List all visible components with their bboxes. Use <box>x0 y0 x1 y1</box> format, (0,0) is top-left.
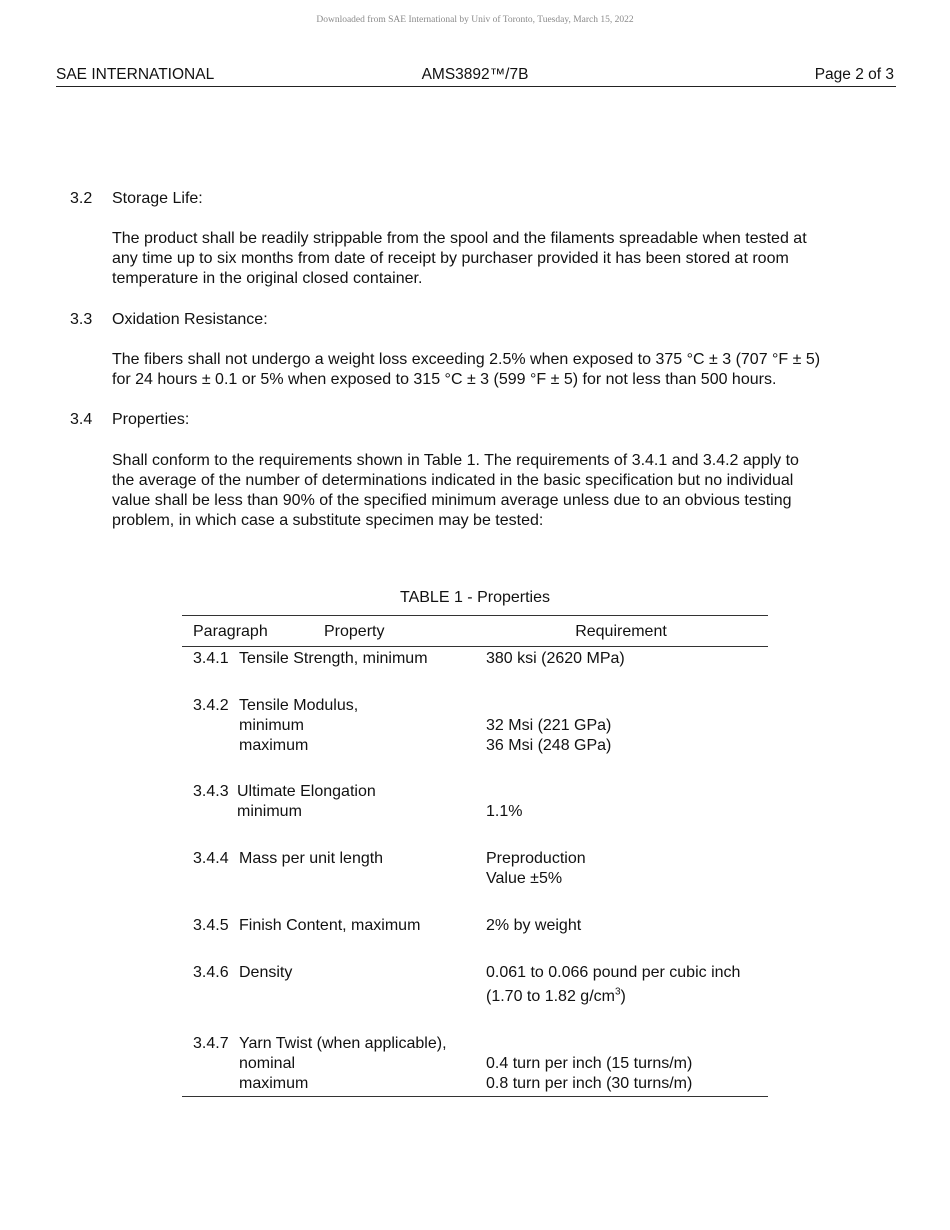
requirement-line: 1.1% <box>486 803 523 820</box>
header-page-number: Page 2 of 3 <box>814 66 894 83</box>
requirement-line: 380 ksi (2620 MPa) <box>486 650 625 667</box>
row-requirement <box>486 963 740 1007</box>
density-metric-close: ) <box>620 988 626 1005</box>
section-3-4-body <box>112 451 872 531</box>
row-paragraph: 3.4.5 <box>193 917 229 934</box>
requirement-line: 36 Msi (248 GPa) <box>486 737 612 754</box>
row-requirement <box>486 696 611 756</box>
property-label: Ultimate Elongation <box>237 783 376 800</box>
requirement-line: 2% by weight <box>486 917 582 934</box>
body-line: The product shall be readily strippable from the spool and the filaments spreadable when tested at <box>112 230 807 247</box>
row-property: Mass per unit length <box>239 850 384 867</box>
table-row <box>182 1034 768 1096</box>
row-requirement <box>486 1034 692 1094</box>
section-3-3-body <box>112 350 872 390</box>
row-paragraph: 3.4.7 <box>193 1035 229 1052</box>
row-property: Density <box>239 964 293 981</box>
row-property: Finish Content, maximum <box>239 917 421 934</box>
requirement-line <box>486 1034 692 1054</box>
section-title: Oxidation Resistance: <box>112 311 268 328</box>
body-line: The fibers shall not undergo a weight loss exceeding 2.5% when exposed to 375 °C ± 3 (707 °F ± 5) <box>112 351 821 368</box>
header-doc-id: AMS3892™/7B <box>421 66 529 83</box>
section-number: 3.2 <box>70 190 93 207</box>
header-paragraph: Paragraph <box>193 623 268 640</box>
table-row <box>182 963 768 1034</box>
superscript-exponent: 3 <box>614 986 621 998</box>
row-property <box>237 782 376 822</box>
page-header <box>56 66 896 87</box>
property-label: Tensile Modulus, <box>239 697 359 714</box>
requirement-line <box>486 987 740 1007</box>
row-requirement <box>486 782 522 822</box>
row-paragraph: 3.4.4 <box>193 850 229 867</box>
table-row <box>182 649 768 696</box>
row-property <box>239 696 358 756</box>
density-metric: (1.70 to 1.82 g/cm <box>486 988 615 1005</box>
row-property: Tensile Strength, minimum <box>239 650 428 667</box>
row-requirement <box>486 916 581 936</box>
requirement-line: Value ±5% <box>486 870 563 887</box>
header-requirement: Requirement <box>575 623 667 640</box>
property-sub: minimum <box>237 803 302 820</box>
requirement-line <box>486 782 522 802</box>
section-title: Storage Life: <box>112 190 203 207</box>
requirement-line: 0.4 turn per inch (15 turns/m) <box>486 1055 693 1072</box>
table-row <box>182 696 768 782</box>
section-number: 3.4 <box>70 411 93 428</box>
section-number: 3.3 <box>70 311 93 328</box>
table-row <box>182 782 768 849</box>
download-watermark: Downloaded from SAE International by Univ of Toronto, Tuesday, March 15, 2022 <box>316 15 634 25</box>
body-line: value shall be less than 90% of the specified minimum average unless due to an obvious testing <box>112 492 792 509</box>
body-line: the average of the number of determinations indicated in the basic specification but no individual <box>112 472 794 489</box>
header-property: Property <box>324 623 385 640</box>
body-line: for 24 hours ± 0.1 or 5% when exposed to 315 °C ± 3 (599 °F ± 5) for not less than 500 hours. <box>112 371 777 388</box>
table-row <box>182 916 768 963</box>
body-line: any time up to six months from date of receipt by purchaser provided it has been stored at room <box>112 250 789 267</box>
row-paragraph: 3.4.2 <box>193 697 229 714</box>
property-sub: maximum <box>239 1075 309 1092</box>
row-requirement <box>486 849 586 889</box>
body-line: problem, in which case a substitute specimen may be tested: <box>112 512 544 529</box>
table-row <box>182 849 768 916</box>
property-sub: minimum <box>239 717 304 734</box>
requirement-line <box>486 696 611 716</box>
property-label: Yarn Twist (when applicable), <box>239 1035 447 1052</box>
row-paragraph: 3.4.3 <box>193 783 229 800</box>
body-line: temperature in the original closed container. <box>112 270 423 287</box>
requirement-line: 0.061 to 0.066 pound per cubic inch <box>486 964 741 981</box>
table-caption: TABLE 1 - Properties <box>400 589 550 606</box>
property-sub: maximum <box>239 737 309 754</box>
row-requirement <box>486 649 625 669</box>
property-sub: nominal <box>239 1055 296 1072</box>
header-org: SAE INTERNATIONAL <box>56 66 215 83</box>
properties-table <box>182 615 768 1097</box>
requirement-line: Preproduction <box>486 850 586 867</box>
row-paragraph: 3.4.1 <box>193 650 229 667</box>
section-3-2-body <box>112 229 872 289</box>
row-property <box>239 1034 447 1094</box>
table-header-row <box>182 616 768 647</box>
section-title: Properties: <box>112 411 190 428</box>
requirement-line: 0.8 turn per inch (30 turns/m) <box>486 1075 693 1092</box>
requirement-line: 32 Msi (221 GPa) <box>486 717 612 734</box>
row-paragraph: 3.4.6 <box>193 964 229 981</box>
body-line: Shall conform to the requirements shown in Table 1. The requirements of 3.4.1 and 3.4.2 apply to <box>112 452 799 469</box>
